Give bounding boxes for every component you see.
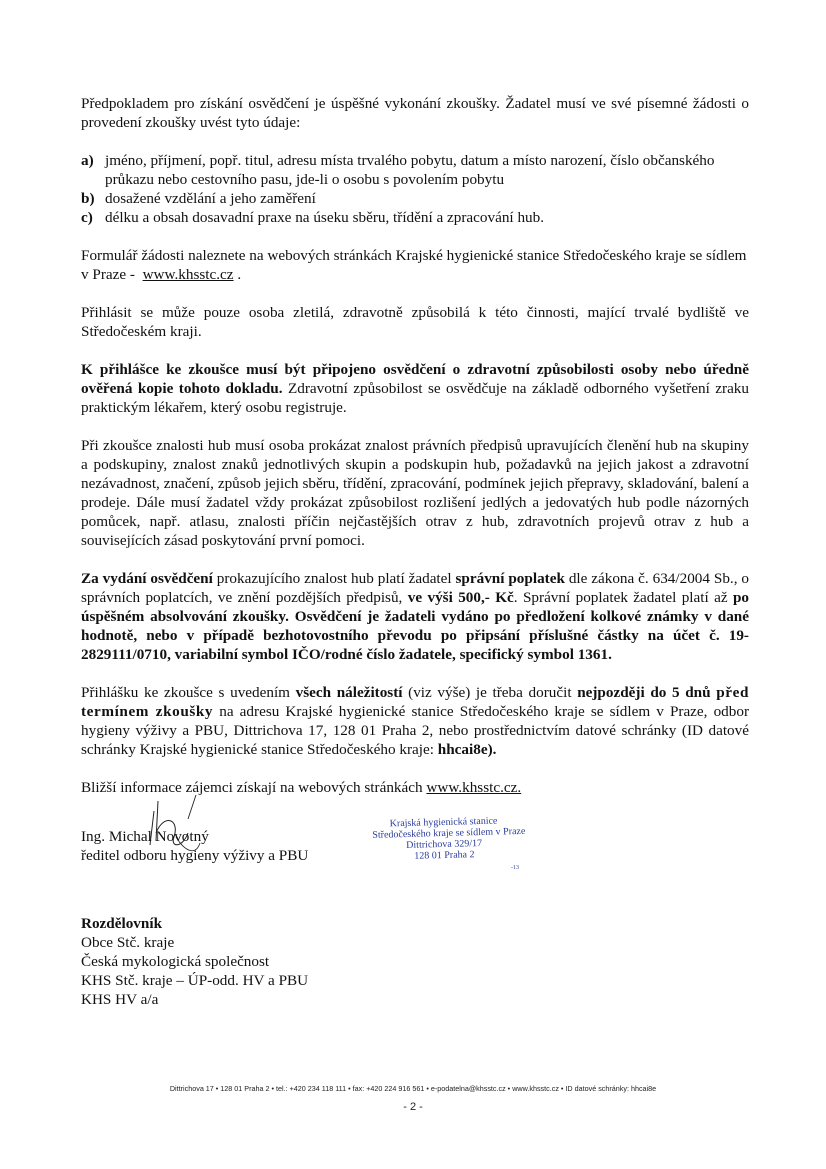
fee-bold-5: Osvědčení je žadateli vydáno po předložení kolkové známky v dané hodnotě, nebo v případě bezhotovostního převodu po připsání příslušné částky na účet č. 19-2829111/0710, variabilní symbol IČO/rodné číslo žadatele, specifický symbol 1361. xyxy=(81,608,749,663)
fee-bold-3: ve výši 500,- Kč xyxy=(407,589,514,606)
list-marker: a) xyxy=(81,152,94,169)
submit-bold-2: nejpozději do 5 dnů xyxy=(577,684,711,701)
stamp-mark: -13 xyxy=(511,865,519,871)
health-paragraph xyxy=(81,360,749,417)
stamp-line: Dittrichova 329/17 xyxy=(406,838,483,851)
distribution-heading xyxy=(81,914,749,933)
signatory-title: ředitel odboru hygieny výživy a PBU xyxy=(81,847,309,864)
list-item xyxy=(81,189,749,208)
exam-paragraph: Při zkoušce znalosti hub musí osoba prokázat znalost právních předpisů upravujících členění hub na skupiny a podskupiny, znalost znaků jednotlivých skupin a podskupin hub, požadavků na jejich jakost a zdravotní nezávadnost, značení, způsob jejich sběru, třídění, zpracování, podmínek jejich přepravy, skladování, balení a prodeje. Dále musí žadatel vždy prokázat způsobilost rozlišení jedlých a jedovatých hub podle názorných pomůcek, např. atlasu, znalosti příčin nejčastějších otrav z hub, zdravotních projevů otrav z hub a souvisejících zásad poskytování první pomoci. xyxy=(81,437,749,549)
list-item xyxy=(81,208,749,227)
list-item-text: dosažené vzdělání a jeho zaměření xyxy=(105,190,316,207)
required-info-list xyxy=(81,151,749,227)
form-paragraph-text: Formulář žádosti naleznete na webových stránkách Krajské hygienické stanice Středočeského kraje se sídlem v Praze - xyxy=(81,247,747,283)
fee-text-2: dle zákona č. 634/2004 Sb., o správních poplatcích, ve znění pozdějších předpisů, xyxy=(81,570,749,606)
list-item: KHS Stč. kraje – ÚP-odd. HV a PBU xyxy=(81,972,309,989)
page-number: - 2 - xyxy=(403,1101,423,1113)
stamp-line: Krajská hygienická stanice xyxy=(389,815,498,830)
submit-paragraph xyxy=(81,683,749,759)
list-item: Česká mykologická společnost xyxy=(81,953,270,970)
list-marker: c) xyxy=(81,209,93,226)
list-item: KHS HV a/a xyxy=(81,991,159,1008)
submit-bold-3: před termínem zkoušky xyxy=(81,684,749,720)
list-item: Obce Stč. kraje xyxy=(81,934,175,951)
health-bold-text: K přihlášce ke zkoušce musí být připojeno osvědčení o zdravotní způsobilosti osoby nebo úředně ověřená kopie tohoto dokladu. xyxy=(81,361,749,397)
stamp-line: 128 01 Praha 2 xyxy=(414,849,475,862)
page-footer: Dittrichova 17 • 128 01 Praha 2 • tel.: +420 234 118 111 • fax: +420 224 916 561 • e-podatelna@khsstc.cz • www.khsstc.cz • ID datové schránky: hhcai8e xyxy=(169,1084,657,1093)
submit-text-1: Přihlášku ke zkoušce s uvedením xyxy=(81,684,296,701)
signature-block xyxy=(81,797,749,871)
fee-bold-1: Za vydání osvědčení xyxy=(81,570,213,587)
fee-paragraph xyxy=(81,569,749,664)
intro-paragraph: Předpokladem pro získání osvědčení je úspěšné vykonání zkoušky. Žadatel musí ve své písemné žádosti o provedení zkoušky uvést tyto údaje: xyxy=(81,95,749,131)
submit-bold-1: všech náležitostí xyxy=(295,684,403,701)
distribution-list xyxy=(81,914,749,1009)
fee-text-1: prokazujícího znalost hub platí žadatel xyxy=(212,570,456,587)
fee-text-3: . Správní poplatek žadatel platí až xyxy=(513,589,733,606)
document-body xyxy=(81,94,749,1009)
submit-text-3: na adresu Krajské hygienické stanice Středočeského kraje se sídlem v Praze, odbor hygieny výživy a PBU, Dittrichova 17, 128 01 Praha 2, nebo prostřednictvím datové schránky (ID datové schránky Krajské hygienické stanice Středočeského kraje: xyxy=(81,703,749,758)
submit-bold-4: hhcai8e). xyxy=(437,741,497,758)
submit-text-2: (viz výše) je třeba doručit xyxy=(402,684,578,701)
more-info-text: Bližší informace zájemci získají na webových stránkách xyxy=(81,779,427,796)
form-paragraph-end: . xyxy=(233,266,242,283)
official-stamp xyxy=(348,815,539,864)
eligibility-paragraph: Přihlásit se může pouze osoba zletilá, zdravotně způsobilá k této činnosti, mající trvalé bydliště ve Středočeském kraji. xyxy=(81,304,749,340)
form-paragraph xyxy=(81,246,749,284)
fee-bold-2: správní poplatek xyxy=(455,570,565,587)
list-item-text: jméno, příjmení, popř. titul, adresu místa trvalého pobytu, datum a místo narození, číslo občanského průkazu nebo cestovního pasu, jde-li o osobu s povolením pobytu xyxy=(105,152,715,188)
fee-bold-4: po úspěšném absolvování zkoušky. xyxy=(81,589,750,625)
website-link[interactable]: www.khsstc.cz xyxy=(142,266,234,283)
website-link[interactable]: www.khsstc.cz. xyxy=(426,779,522,796)
distribution-heading-text: Rozdělovník xyxy=(81,915,163,932)
signatory-name: Ing. Michal Novotný xyxy=(81,828,209,845)
stamp-line: Středočeského kraje se sídlem v Praze xyxy=(372,825,526,841)
list-item xyxy=(81,151,749,189)
list-marker: b) xyxy=(81,190,95,207)
list-item-text: délku a obsah dosavadní praxe na úseku sběru, třídění a zpracování hub. xyxy=(105,209,545,226)
health-text: Zdravotní způsobilost se osvědčuje na základě odborného vyšetření zraku praktickým lékařem, který osobu registruje. xyxy=(81,380,749,416)
